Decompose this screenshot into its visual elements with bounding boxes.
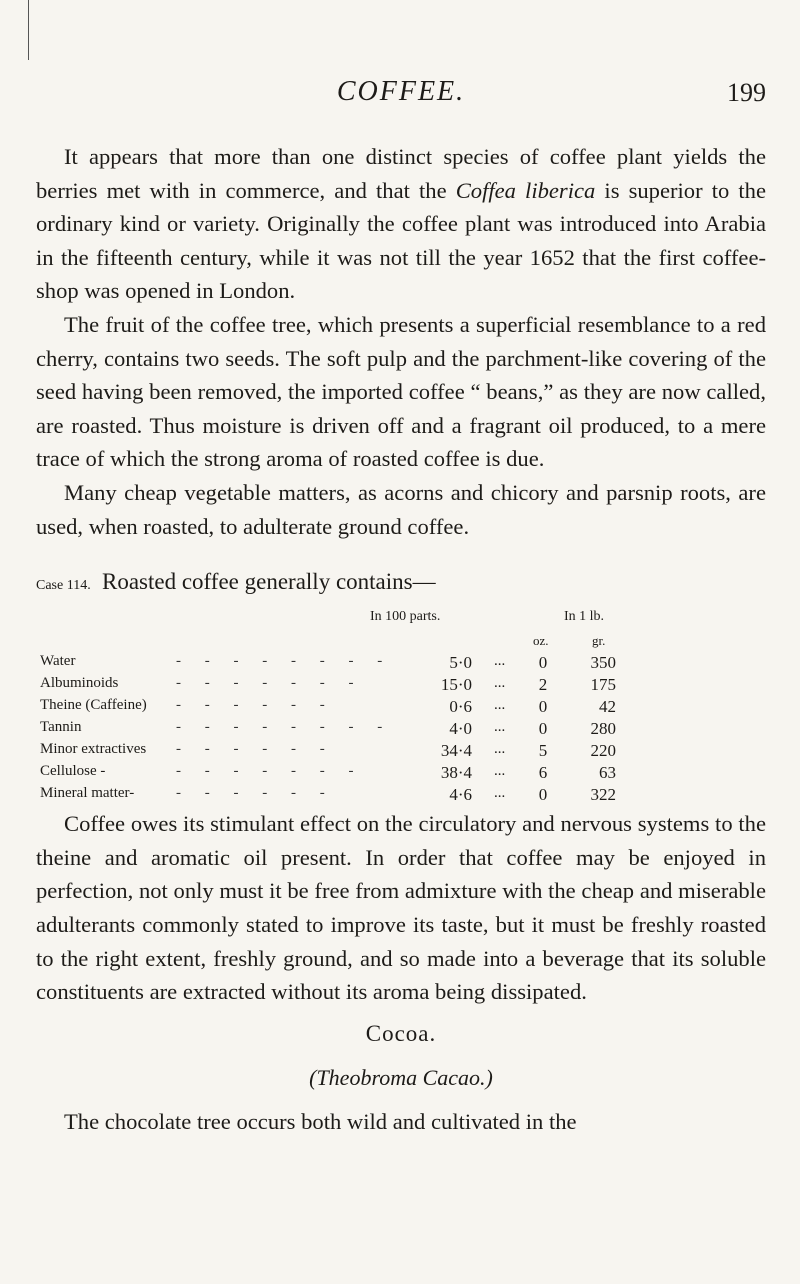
row-gr-value: 63 (599, 763, 616, 783)
table-row (36, 763, 766, 785)
row-oz-value: 2 (538, 675, 548, 695)
row-label: Minor extractives (40, 741, 147, 758)
table-caption (36, 569, 766, 609)
table-row (36, 719, 766, 741)
book-page (36, 0, 766, 1284)
row-parts-value: 4·0 (449, 719, 472, 739)
table-row (36, 785, 766, 807)
paragraph-cocoa-opening: The chocolate tree occurs both wild and cultivated in the (64, 1108, 577, 1134)
row-leader-dashes: - - - - - - - (176, 763, 364, 780)
row-ellipsis: ... (494, 675, 506, 692)
row-gr-value: 350 (590, 653, 616, 673)
table-row (36, 697, 766, 719)
row-label: Cellulose - (40, 763, 106, 780)
paragraph-stimulant: Coffee owes its stimulant effect on the circulatory and nervous systems to the theine and aromatic oil present. In order that coffee may be enjoyed in perfection, not only must it be free from admixture with the cheap and miserable adulterants commonly stated to improve its taste, but it must be freshly roasted to the right extent, freshly ground, and so made into a beverage that its soluble constituents are extracted without its aroma being dissipated. (36, 811, 766, 1005)
row-ellipsis: ... (494, 741, 506, 758)
row-label: Theine (Caffeine) (40, 697, 147, 714)
row-parts-value: 34·4 (440, 741, 472, 761)
unit-oz: oz. (533, 633, 549, 649)
row-oz-value: 5 (538, 741, 548, 761)
row-oz-value: 0 (538, 697, 548, 717)
table-row (36, 653, 766, 675)
unit-headers (36, 633, 766, 653)
row-parts-value: 5·0 (449, 653, 472, 673)
row-gr-value: 175 (590, 675, 616, 695)
section-subtitle: (Theobroma Cacao.) (309, 1064, 493, 1090)
row-gr-value: 280 (590, 719, 616, 739)
unit-gr: gr. (592, 633, 606, 649)
row-oz-value: 6 (538, 763, 548, 783)
row-ellipsis: ... (494, 763, 506, 780)
paragraph-adulterants: Many cheap vegetable matters, as acorns and chicory and parsnip roots, are used, when roasted, to adulterate ground coffee. (36, 479, 766, 539)
table-body (36, 653, 766, 807)
row-oz-value: 0 (538, 653, 548, 673)
row-parts-value: 4·6 (449, 785, 472, 805)
row-ellipsis: ... (494, 719, 506, 736)
running-head: COFFEE. (336, 76, 466, 107)
col-header-parts: In 100 parts. (370, 609, 441, 625)
row-ellipsis: ... (494, 785, 506, 802)
table-row (36, 675, 766, 697)
composition-table (36, 569, 766, 807)
row-label: Albuminoids (40, 675, 119, 692)
row-leader-dashes: - - - - - - - - (176, 653, 393, 670)
col-header-lb: In 1 lb. (564, 609, 605, 625)
page-header (36, 0, 766, 110)
page-number: 199 (727, 78, 766, 107)
paragraph-fruit: The fruit of the coffee tree, which presents a superficial resemblance to a red cherry, contains two seeds. The soft pulp and the parchment-like covering of the seed having been removed, the imported coffee “ beans,” as they are now called, are roasted. Thus moisture is driven off and a fragrant oil produced, to a mere trace of which the strong aroma of roasted coffee is due. (36, 311, 766, 472)
column-headers (36, 609, 766, 633)
row-gr-value: 322 (590, 785, 616, 805)
species-name-italic: Coffea liberica (455, 177, 596, 203)
case-label: Case 114. (36, 578, 91, 594)
row-parts-value: 15·0 (440, 675, 472, 695)
row-label: Tannin (40, 719, 82, 736)
row-oz-value: 0 (538, 785, 548, 805)
page-edge-rule (28, 0, 29, 60)
row-gr-value: 220 (590, 741, 616, 761)
row-leader-dashes: - - - - - - (176, 741, 335, 758)
row-label: Water (40, 653, 76, 670)
row-parts-value: 0·6 (449, 697, 472, 717)
row-parts-value: 38·4 (440, 763, 472, 783)
row-leader-dashes: - - - - - - - - (176, 719, 393, 736)
table-row (36, 741, 766, 763)
row-ellipsis: ... (494, 697, 506, 714)
row-leader-dashes: - - - - - - (176, 697, 335, 714)
paragraph-species: It appears that more than one distinct species of coffee plant yields the berries met with in commerce, and that the Coffea liberica is superior to the ordinary kind or variety. Originally the coffee plant was introduced into Arabia in the fifteenth century, while it was not till the year 1652 that the first coffee-shop was opened in London. (36, 144, 766, 304)
section-title: Cocoa. (365, 1020, 437, 1046)
row-leader-dashes: - - - - - - - (176, 675, 364, 692)
table-title: Roasted coffee generally contains— (102, 569, 436, 595)
row-leader-dashes: - - - - - - (176, 785, 335, 802)
row-gr-value: 42 (599, 697, 616, 717)
row-ellipsis: ... (494, 653, 506, 670)
row-oz-value: 0 (538, 719, 548, 739)
row-label: Mineral matter- (40, 785, 135, 802)
